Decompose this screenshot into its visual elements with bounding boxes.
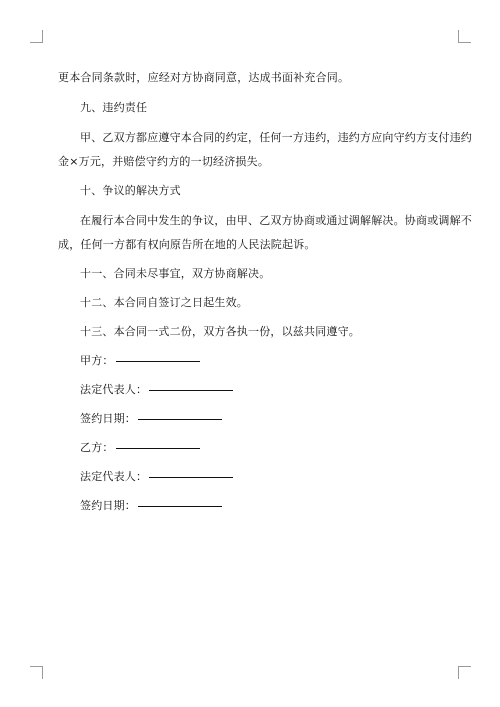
signature-party-a-date <box>80 407 222 431</box>
signature-party-a <box>80 349 200 373</box>
crop-mark-bottom-left <box>30 666 43 679</box>
crop-mark-top-right <box>458 30 471 43</box>
signature-label: 签约日期： <box>80 412 136 425</box>
signature-party-b-representative <box>80 465 233 489</box>
signature-blank-line[interactable] <box>149 476 233 478</box>
clause-eleven: 十一、合同未尽事宜，双方协商解决。 <box>80 267 271 280</box>
section-heading-breach: 九、违约责任 <box>80 101 148 114</box>
clause-thirteen: 十三、本合同一式二份，双方各执一份，以兹共同遵守。 <box>80 325 360 338</box>
signature-party-b-date <box>80 494 222 518</box>
signature-label: 乙方： <box>80 441 114 454</box>
signature-label: 签约日期： <box>80 499 136 512</box>
paragraph-continuation: 更本合同条款时，应经对方协商同意，达成书面补充合同。 <box>58 71 350 84</box>
signature-label: 法定代表人： <box>80 383 148 396</box>
section-heading-dispute: 十、争议的解决方式 <box>80 184 181 197</box>
signature-party-a-representative <box>80 378 233 402</box>
signature-label: 法定代表人： <box>80 470 148 483</box>
signature-blank-line[interactable] <box>138 505 222 507</box>
signature-blank-line[interactable] <box>138 418 222 420</box>
paragraph-dispute-line1: 在履行本合同中发生的争议，由甲、乙双方协商或通过调解解决。协商或调解不 <box>80 214 472 227</box>
signature-label: 甲方： <box>80 354 114 367</box>
crop-mark-top-left <box>30 30 43 43</box>
clause-twelve: 十二、本合同自签订之日起生效。 <box>80 296 248 309</box>
signature-party-b <box>80 436 200 460</box>
signature-blank-line[interactable] <box>149 389 233 391</box>
paragraph-breach-line1: 甲、乙双方都应遵守本合同的约定，任何一方违约，违约方应向守约方支付违约 <box>80 131 472 144</box>
signature-blank-line[interactable] <box>116 360 200 362</box>
signature-blank-line[interactable] <box>116 447 200 449</box>
paragraph-dispute-line2: 成，任何一方都有权向原告所在地的人民法院起诉。 <box>58 238 316 251</box>
paragraph-breach-line2: 金×万元，并赔偿守约方的一切经济损失。 <box>58 155 270 168</box>
crop-mark-bottom-right <box>458 666 471 679</box>
